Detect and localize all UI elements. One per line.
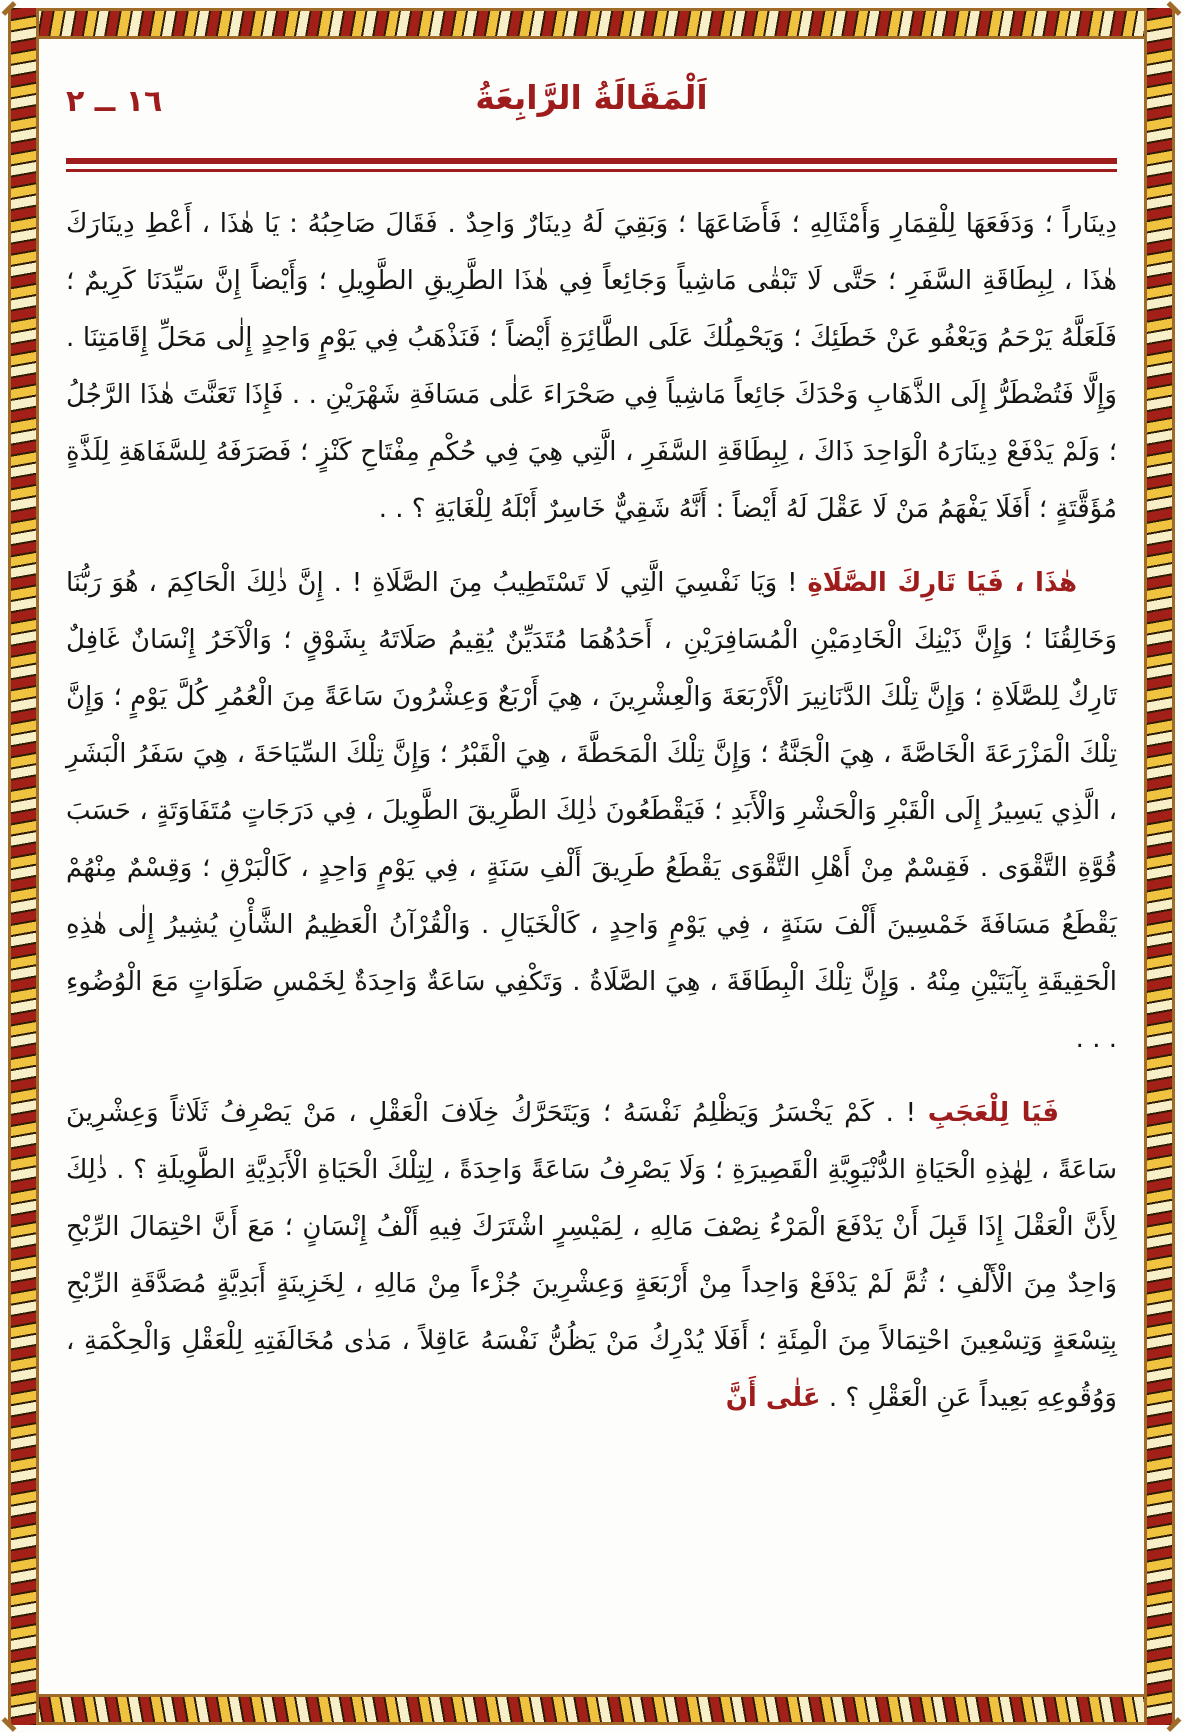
highlighted-red-text: فَيَا لِلْعَجَبِ — [927, 1098, 1059, 1128]
ornamental-border-left — [8, 8, 39, 1725]
page-number: ١٦ ــ ٢ — [66, 84, 163, 119]
paragraph-1 — [66, 196, 1117, 538]
body-text-segment: ! . كَمْ يَخْسَرُ وَيَظْلِمُ نَفْسَهُ ؛ وَيَتَحَرَّكُ خِلَافَ الْعَقْلِ ، مَنْ يَصْرِفُ ثَلَاثاً وَعِشْرِينَ سَاعَةً ، لِهٰذِهِ الْحَيَاةِ الدُّنْيَوِيَّةِ الْقَصِيرَةِ ؛ وَلَا يَصْرِفُ سَاعَةً وَاحِدَةً ، لِتِلْكَ الْحَيَاةِ الْأَبَدِيَّةِ الطَّوِيلَةِ ؟ . ذٰلِكَ لِأَنَّ الْعَقْلَ إِذَا قَبِلَ أَنْ يَدْفَعَ الْمَرْءُ نِصْفَ مَالِهِ ، لِمَيْسِرٍ اشْتَرَكَ فِيهِ أَلْفُ إِنْسَانٍ ؛ مَعَ أَنَّ احْتِمَالَ الرِّبْحِ وَاحِدٌ مِنَ الْأَلْفِ ؛ ثُمَّ لَمْ يَدْفَعْ وَاحِداً مِنْ أَرْبَعَةٍ وَعِشْرِينَ جُزْءاً مِنْ مَالِهِ ، لِخَزِينَةٍ أَبَدِيَّةٍ مُصَدَّقَةِ الرِّبْحِ بِتِسْعَةٍ وَتِسْعِينَ احْتِمَالاً مِنَ الْمِئَةِ ؛ أَفَلَا يُدْرِكُ مَنْ يَظُنُّ نَفْسَهُ عَاقِلاً ، مَدٰى مُخَالَفَتِهِ لِلْعَقْلِ وَالْحِكْمَةِ ، وَوُقُوعِهِ بَعِيداً عَنِ الْعَقْلِ ؟ . — [66, 1098, 1117, 1413]
body-text-segment: ! وَيَا نَفْسِيَ الَّتِي لَا تَسْتَطِيبُ مِنَ الصَّلَاةِ ! . إِنَّ ذٰلِكَ الْحَاكِمَ ، هُوَ رَبُّنَا وَخَالِقُنَا ؛ وَإِنَّ ذَيْنِكَ الْخَادِمَيْنِ الْمُسَافِرَيْنِ ، أَحَدُهُمَا مُتَدَيِّنٌ يُقِيمُ صَلَاتَهُ بِشَوْقٍ ؛ وَالْآخَرُ إِنْسَانٌ غَافِلٌ تَارِكٌ لِلصَّلَاةِ ؛ وَإِنَّ تِلْكَ الدَّنَانِيرَ الْأَرْبَعَةَ وَالْعِشْرِينَ ، هِيَ أَرْبَعٌ وَعِشْرُونَ سَاعَةً مِنَ الْعُمُرِ كُلَّ يَوْمٍ ؛ وَإِنَّ تِلْكَ الْمَزْرَعَةَ الْخَاصَّةَ ، هِيَ الْجَنَّةُ ؛ وَإِنَّ تِلْكَ الْمَحَطَّةَ ، هِيَ الْقَبْرُ ؛ وَإِنَّ تِلْكَ السِّيَاحَةَ ، هِيَ سَفَرُ الْبَشَرِ ، الَّذِي يَسِيرُ إِلَى الْقَبْرِ وَالْحَشْرِ وَالْأَبَدِ ؛ فَيَقْطَعُونَ ذٰلِكَ الطَّرِيقَ الطَّوِيلَ ، فِي دَرَجَاتٍ مُتَفَاوَتَةٍ ، حَسَبَ قُوَّةِ التَّقْوَى . فَقِسْمٌ مِنْ أَهْلِ التَّقْوَى يَقْطَعُ طَرِيقَ أَلْفِ سَنَةٍ ، فِي يَوْمٍ وَاحِدٍ ، كَالْبَرْقِ ؛ وَقِسْمٌ مِنْهُمْ يَقْطَعُ مَسَافَةَ خَمْسِينَ أَلْفَ سَنَةٍ ، فِي يَوْمٍ وَاحِدٍ ، كَالْخَيَالِ . وَالْقُرْآنُ الْعَظِيمُ الشَّأْنِ يُشِيرُ إِلٰى هٰذِهِ الْحَقِيقَةِ بِآيَتَيْنِ مِنْهُ . وَإِنَّ تِلْكَ الْبِطَاقَةَ ، هِيَ الصَّلَاةُ . وَتَكْفِي سَاعَةٌ وَاحِدَةٌ لِخَمْسِ صَلَوَاتٍ مَعَ الْوُضُوءِ . . . — [66, 568, 1117, 1054]
header-divider-rule — [66, 158, 1117, 172]
ornamental-border-right — [1144, 8, 1175, 1725]
body-text-segment: دِينَاراً ؛ وَدَفَعَهَا لِلْقِمَارِ وَأَمْثَالِهِ ؛ فَأَضَاعَهَا ؛ وَبَقِيَ لَهُ دِينَارٌ وَاحِدٌ . فَقَالَ صَاحِبُهُ : يَا هٰذَا ، أَعْطِ دِينَارَكَ هٰذَا ، لِبِطَاقَةِ السَّفَرِ ؛ حَتَّى لَا تَبْقٰى مَاشِياً وَجَائِعاً فِي هٰذَا الطَّرِيقِ الطَّوِيلِ ؛ وَأَيْضاً إِنَّ سَيِّدَنَا كَرِيمٌ ؛ فَلَعَلَّهُ يَرْحَمُ وَيَعْفُو عَنْ خَطَئِكَ ؛ وَيَحْمِلُكَ عَلَى الطَّائِرَةِ أَيْضاً ؛ فَنَذْهَبُ فِي يَوْمٍ وَاحِدٍ إِلٰى مَحَلِّ إِقَامَتِنَا . وَإِلَّا فَتُضْطَرُّ إِلَى الذَّهَابِ وَحْدَكَ جَائِعاً مَاشِياً فِي صَحْرَاءَ عَلٰى مَسَافَةِ شَهْرَيْنِ . . فَإِذَا تَعَنَّتَ هٰذَا الرَّجُلُ ؛ وَلَمْ يَدْفَعْ دِينَارَهُ الْوَاحِدَ ذَاكَ ، لِبِطَاقَةِ السَّفَرِ ، الَّتِي هِيَ فِي حُكْمِ مِفْتَاحِ كَنْزٍ ؛ فَصَرَفَهُ لِلسَّفَاهَةِ لِلَذَّةٍ مُؤَقَّتَةٍ ؛ أَفَلَا يَفْهَمُ مَنْ لَا عَقْلَ لَهُ أَيْضاً : أَنَّهُ شَقِيٌّ خَاسِرٌ أَبْلَهُ لِلْغَايَةِ ؟ . . — [66, 209, 1117, 524]
highlighted-red-text: عَلٰى أَنَّ — [725, 1383, 821, 1413]
highlighted-red-text: هٰذَا ، فَيَا تَارِكَ الصَّلَاةِ — [807, 568, 1078, 598]
page-header — [66, 66, 1117, 144]
page-title: اَلْمَقَالَةُ الرَّابِعَةُ — [475, 78, 708, 117]
ornamental-border-bottom — [8, 1694, 1175, 1725]
ornamental-border-top — [8, 8, 1175, 39]
page-content — [66, 66, 1117, 1671]
paragraph-2 — [66, 555, 1117, 1068]
paragraph-3 — [66, 1085, 1117, 1427]
body-text — [66, 196, 1117, 1427]
